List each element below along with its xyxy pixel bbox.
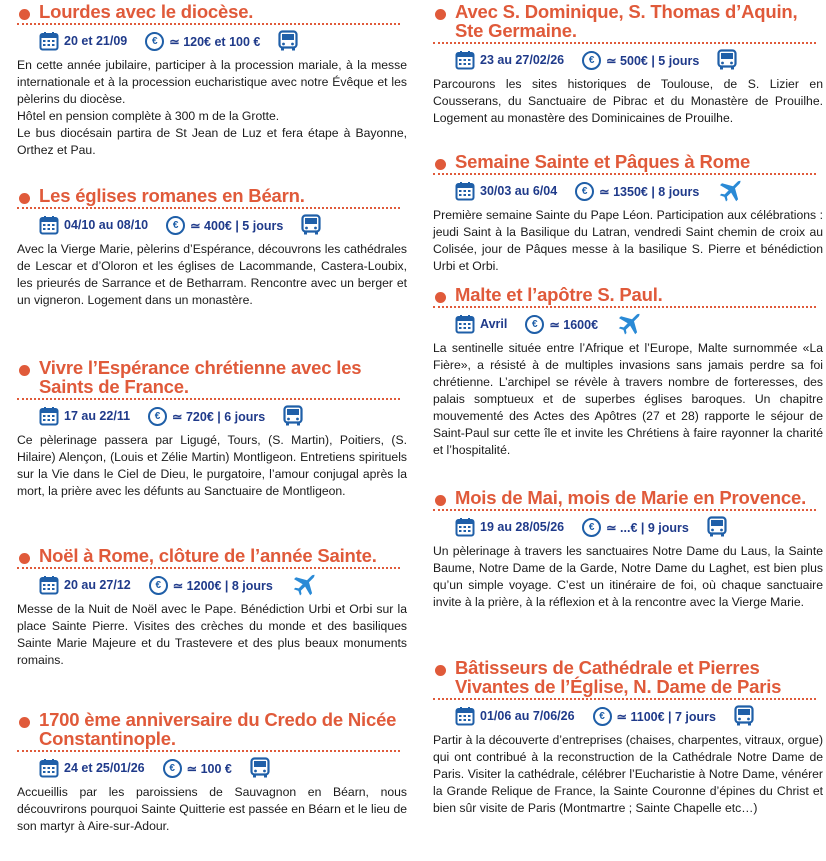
- trip-dates: 17 au 22/11: [64, 409, 131, 423]
- dotted-divider: [17, 567, 400, 569]
- calendar-icon: [39, 406, 59, 426]
- trip-description: Partir à la découverte d’entreprises (chaises, charpentes, vitraux, orgue) qui ont contribué à la reconstruction de la Cathédrale Notre Dame de Paris. Visiter la cathédrale, célébrer l’Eucharistie à Notre Dame, vénérer la Grande Relique de France, la Sainte Couronne d’épines du Christ et bien sûr visite de Paris (Montmartre ; Sainte Chapelle etc…): [433, 733, 823, 815]
- dotted-divider: [17, 23, 400, 25]
- dotted-divider: [17, 207, 400, 209]
- trip-dates: Avril: [480, 317, 508, 331]
- trip-dates: 24 et 25/01/26: [64, 761, 145, 775]
- bus-icon: [707, 516, 727, 538]
- calendar-icon: [39, 215, 59, 235]
- trip-info-row: [39, 214, 407, 236]
- trip-info-row: [455, 516, 823, 538]
- trip-title: Les églises romanes en Béarn.: [39, 185, 305, 206]
- bullet-dot-icon: [435, 292, 446, 303]
- dotted-divider: [433, 173, 816, 175]
- dotted-divider: [433, 306, 816, 308]
- trip-price: ≃ 1100€ | 7 jours: [616, 709, 716, 724]
- trip-info-row: [39, 30, 407, 52]
- bus-icon: [283, 405, 303, 427]
- dotted-divider: [17, 750, 400, 752]
- bus-icon: [250, 757, 270, 779]
- trip-price: ≃ 400€ | 5 jours: [190, 218, 284, 233]
- bullet-dot-icon: [435, 9, 446, 20]
- airplane-icon: [616, 313, 642, 335]
- trip-title: Semaine Sainte et Pâques à Rome: [455, 151, 751, 172]
- euro-coin-icon: €: [163, 759, 182, 778]
- calendar-icon: [455, 314, 475, 334]
- trip-title: Mois de Mai, mois de Marie en Provence.: [455, 487, 807, 508]
- dotted-divider: [433, 698, 816, 700]
- trip-title-row: [433, 2, 823, 40]
- calendar-icon: [455, 517, 475, 537]
- trip-description: Parcourons les sites historiques de Toulouse, de S. Lizier en Cousserans, du Sanctuaire de Pibrac et du Monastère de Prouilhe. Logement au monastère des Dominicaines de Prouilhe.: [433, 77, 823, 125]
- trip-description: La sentinelle située entre l’Afrique et l’Europe, Malte surnommée «La Fière», a résisté à de multiples invasions sans jamais perdre sa foi chrétienne. L’archipel se révèle à travers nombre de forteresses, des palais somptueux et de superbes églises baroques. Un chapitre mouvementé des Actes des Apôtres (27 et 28) rapporte le séjour de Saint-Paul sur cette île et invite les Chrétiens à faire rayonner la charité et l’hospitalité.: [433, 341, 823, 457]
- trip-title-row: [17, 546, 407, 565]
- trip-description: Avec la Vierge Marie, pèlerins d’Espérance, découvrons les cathédrales de Lescar et d’Oloron et les églises de Lacommande, Castera-Loubix, les prieurés de Sarrance et de Betharram. Rencontre avec un berger et un vigneron. Logement dans un monastère.: [17, 242, 407, 307]
- bus-icon: [734, 705, 754, 727]
- trip-price: ≃ 1350€ | 8 jours: [599, 184, 700, 199]
- trip-description: Accueillis par les paroissiens de Sauvagnon en Béarn, nous découvrirons pourquoi Sainte Quitterie est passée en Béarn et le lieu de son martyr à Aire-sur-Adour.: [17, 785, 407, 833]
- calendar-icon: [39, 31, 59, 51]
- trip-dates: 20 au 27/12: [64, 578, 131, 592]
- trip-info-row: [455, 313, 823, 335]
- trip-dates: 19 au 28/05/26: [480, 520, 565, 534]
- bus-icon: [278, 30, 298, 52]
- trip-entry: [433, 488, 823, 611]
- trip-title-row: [433, 285, 823, 304]
- trip-title-row: [433, 658, 823, 696]
- trip-dates: 23 au 27/02/26: [480, 53, 565, 67]
- trip-description: Un pèlerinage à travers les sanctuaires Notre Dame du Laus, la Sainte Baume, Notre Dame de la Garde, Notre Dame du Laghet, est bien plus qu’un simple voyage. C’est un itinéraire de foi, où chaque sanctuaire invite à la prière, à la réflexion et à la rencontre avec la Vierge Marie.: [433, 544, 823, 609]
- bullet-dot-icon: [19, 9, 30, 20]
- airplane-icon: [717, 180, 743, 202]
- euro-coin-icon: €: [149, 576, 168, 595]
- trip-info-row: [39, 405, 407, 427]
- euro-coin-icon: €: [525, 315, 544, 334]
- trip-title: Bâtisseurs de Cathédrale et Pierres Vivantes de l’Église, N. Dame de Paris: [455, 657, 782, 697]
- trip-title-row: [433, 488, 823, 507]
- trip-title: Lourdes avec le diocèse.: [39, 1, 254, 22]
- trip-price: ≃ ...€ | 9 jours: [606, 520, 689, 535]
- trip-dates: 20 et 21/09: [64, 34, 128, 48]
- trip-entry: [17, 358, 407, 500]
- bullet-dot-icon: [435, 159, 446, 170]
- trip-price: ≃ 100 €: [186, 761, 232, 776]
- trip-info-row: [39, 574, 407, 596]
- trip-price: ≃ 500€ | 5 jours: [606, 53, 700, 68]
- bullet-dot-icon: [19, 193, 30, 204]
- trip-description: En cette année jubilaire, participer à la procession mariale, à la messe internationale et à la procession eucharistique avec notre Évêque et les pèlerins du diocèse. Hôtel en pension complète à 300 m de la Grotte. Le bus diocésain partira de St Jean de Luz et fera étape à Bayonne, Orthez et Pau.: [17, 58, 407, 157]
- trip-dates: 04/10 au 08/10: [64, 218, 149, 232]
- trip-title-row: [433, 152, 823, 171]
- trip-info-row: [455, 705, 823, 727]
- dotted-divider: [17, 398, 400, 400]
- trip-title: Noël à Rome, clôture de l’année Sainte.: [39, 545, 377, 566]
- calendar-icon: [455, 181, 475, 201]
- trip-description: Messe de la Nuit de Noël avec le Pape. Bénédiction Urbi et Orbi sur la place Sainte Pierre. Visites des crèches du monde et des basiliques Sainte Marie Majeure et du Trastevere et des plus beaux monuments romains.: [17, 602, 407, 667]
- trip-dates: 30/03 au 6/04: [480, 184, 558, 198]
- trip-title: Avec S. Dominique, S. Thomas d’Aquin, Ste Germaine.: [455, 1, 798, 41]
- trip-info-row: [39, 757, 407, 779]
- trip-entry: [17, 2, 407, 159]
- trip-info-row: [455, 49, 823, 71]
- trip-title-row: [17, 710, 407, 748]
- bullet-dot-icon: [435, 495, 446, 506]
- bullet-dot-icon: [19, 553, 30, 564]
- trip-price: ≃ 720€ | 6 jours: [172, 409, 266, 424]
- trip-entry: [17, 546, 407, 669]
- trip-title-row: [17, 358, 407, 396]
- trip-entry: [433, 2, 823, 127]
- airplane-icon: [291, 574, 317, 596]
- trip-entry: [433, 658, 823, 817]
- euro-coin-icon: €: [582, 518, 601, 537]
- trip-title-row: [17, 186, 407, 205]
- calendar-icon: [455, 706, 475, 726]
- bullet-dot-icon: [19, 717, 30, 728]
- bullet-dot-icon: [19, 365, 30, 376]
- trip-entry: [17, 186, 407, 309]
- trip-entry: [433, 285, 823, 459]
- trip-description: Première semaine Sainte du Pape Léon. Participation aux célébrations : jeudi Saint à la Basilique du Latran, vendredi Saint chemin de croix au Colisée, jour de Pâques messe à la basilique S. Pierre et bénédiction Urbi et Orbi.: [433, 208, 823, 273]
- euro-coin-icon: €: [148, 407, 167, 426]
- bus-icon: [717, 49, 737, 71]
- trip-info-row: [455, 180, 823, 202]
- trip-price: ≃ 120€ et 100 €: [169, 34, 261, 49]
- trip-title-row: [17, 2, 407, 21]
- euro-coin-icon: €: [593, 707, 612, 726]
- euro-coin-icon: €: [145, 32, 164, 51]
- trip-price: ≃ 1200€ | 8 jours: [172, 578, 273, 593]
- euro-coin-icon: €: [575, 182, 594, 201]
- trip-title: Malte et l’apôtre S. Paul.: [455, 284, 663, 305]
- dotted-divider: [433, 42, 816, 44]
- calendar-icon: [455, 50, 475, 70]
- euro-coin-icon: €: [582, 51, 601, 70]
- dotted-divider: [433, 509, 816, 511]
- bullet-dot-icon: [435, 665, 446, 676]
- trip-price: ≃ 1600€: [549, 317, 599, 332]
- calendar-icon: [39, 758, 59, 778]
- trip-entry: [433, 152, 823, 275]
- trip-title: Vivre l’Espérance chrétienne avec les Saints de France.: [39, 357, 362, 397]
- euro-coin-icon: €: [166, 216, 185, 235]
- trip-title: 1700 ème anniversaire du Credo de Nicée Constantinople.: [39, 709, 397, 749]
- calendar-icon: [39, 575, 59, 595]
- bus-icon: [301, 214, 321, 236]
- trip-entry: [17, 710, 407, 835]
- trip-description: Ce pèlerinage passera par Ligugé, Tours, (S. Martin), Poitiers, (S. Hilaire) Alençon, (Louis et Zélie Martin) Montligeon. Entretiens spirituels sur la Vie dans le Ciel de Dieu, le purgatoire, l’amour conjugal après la mort, la prière avec les défunts au Sanctuaire de Montligeon.: [17, 433, 407, 498]
- trip-dates: 01/06 au 7/06/26: [480, 709, 575, 723]
